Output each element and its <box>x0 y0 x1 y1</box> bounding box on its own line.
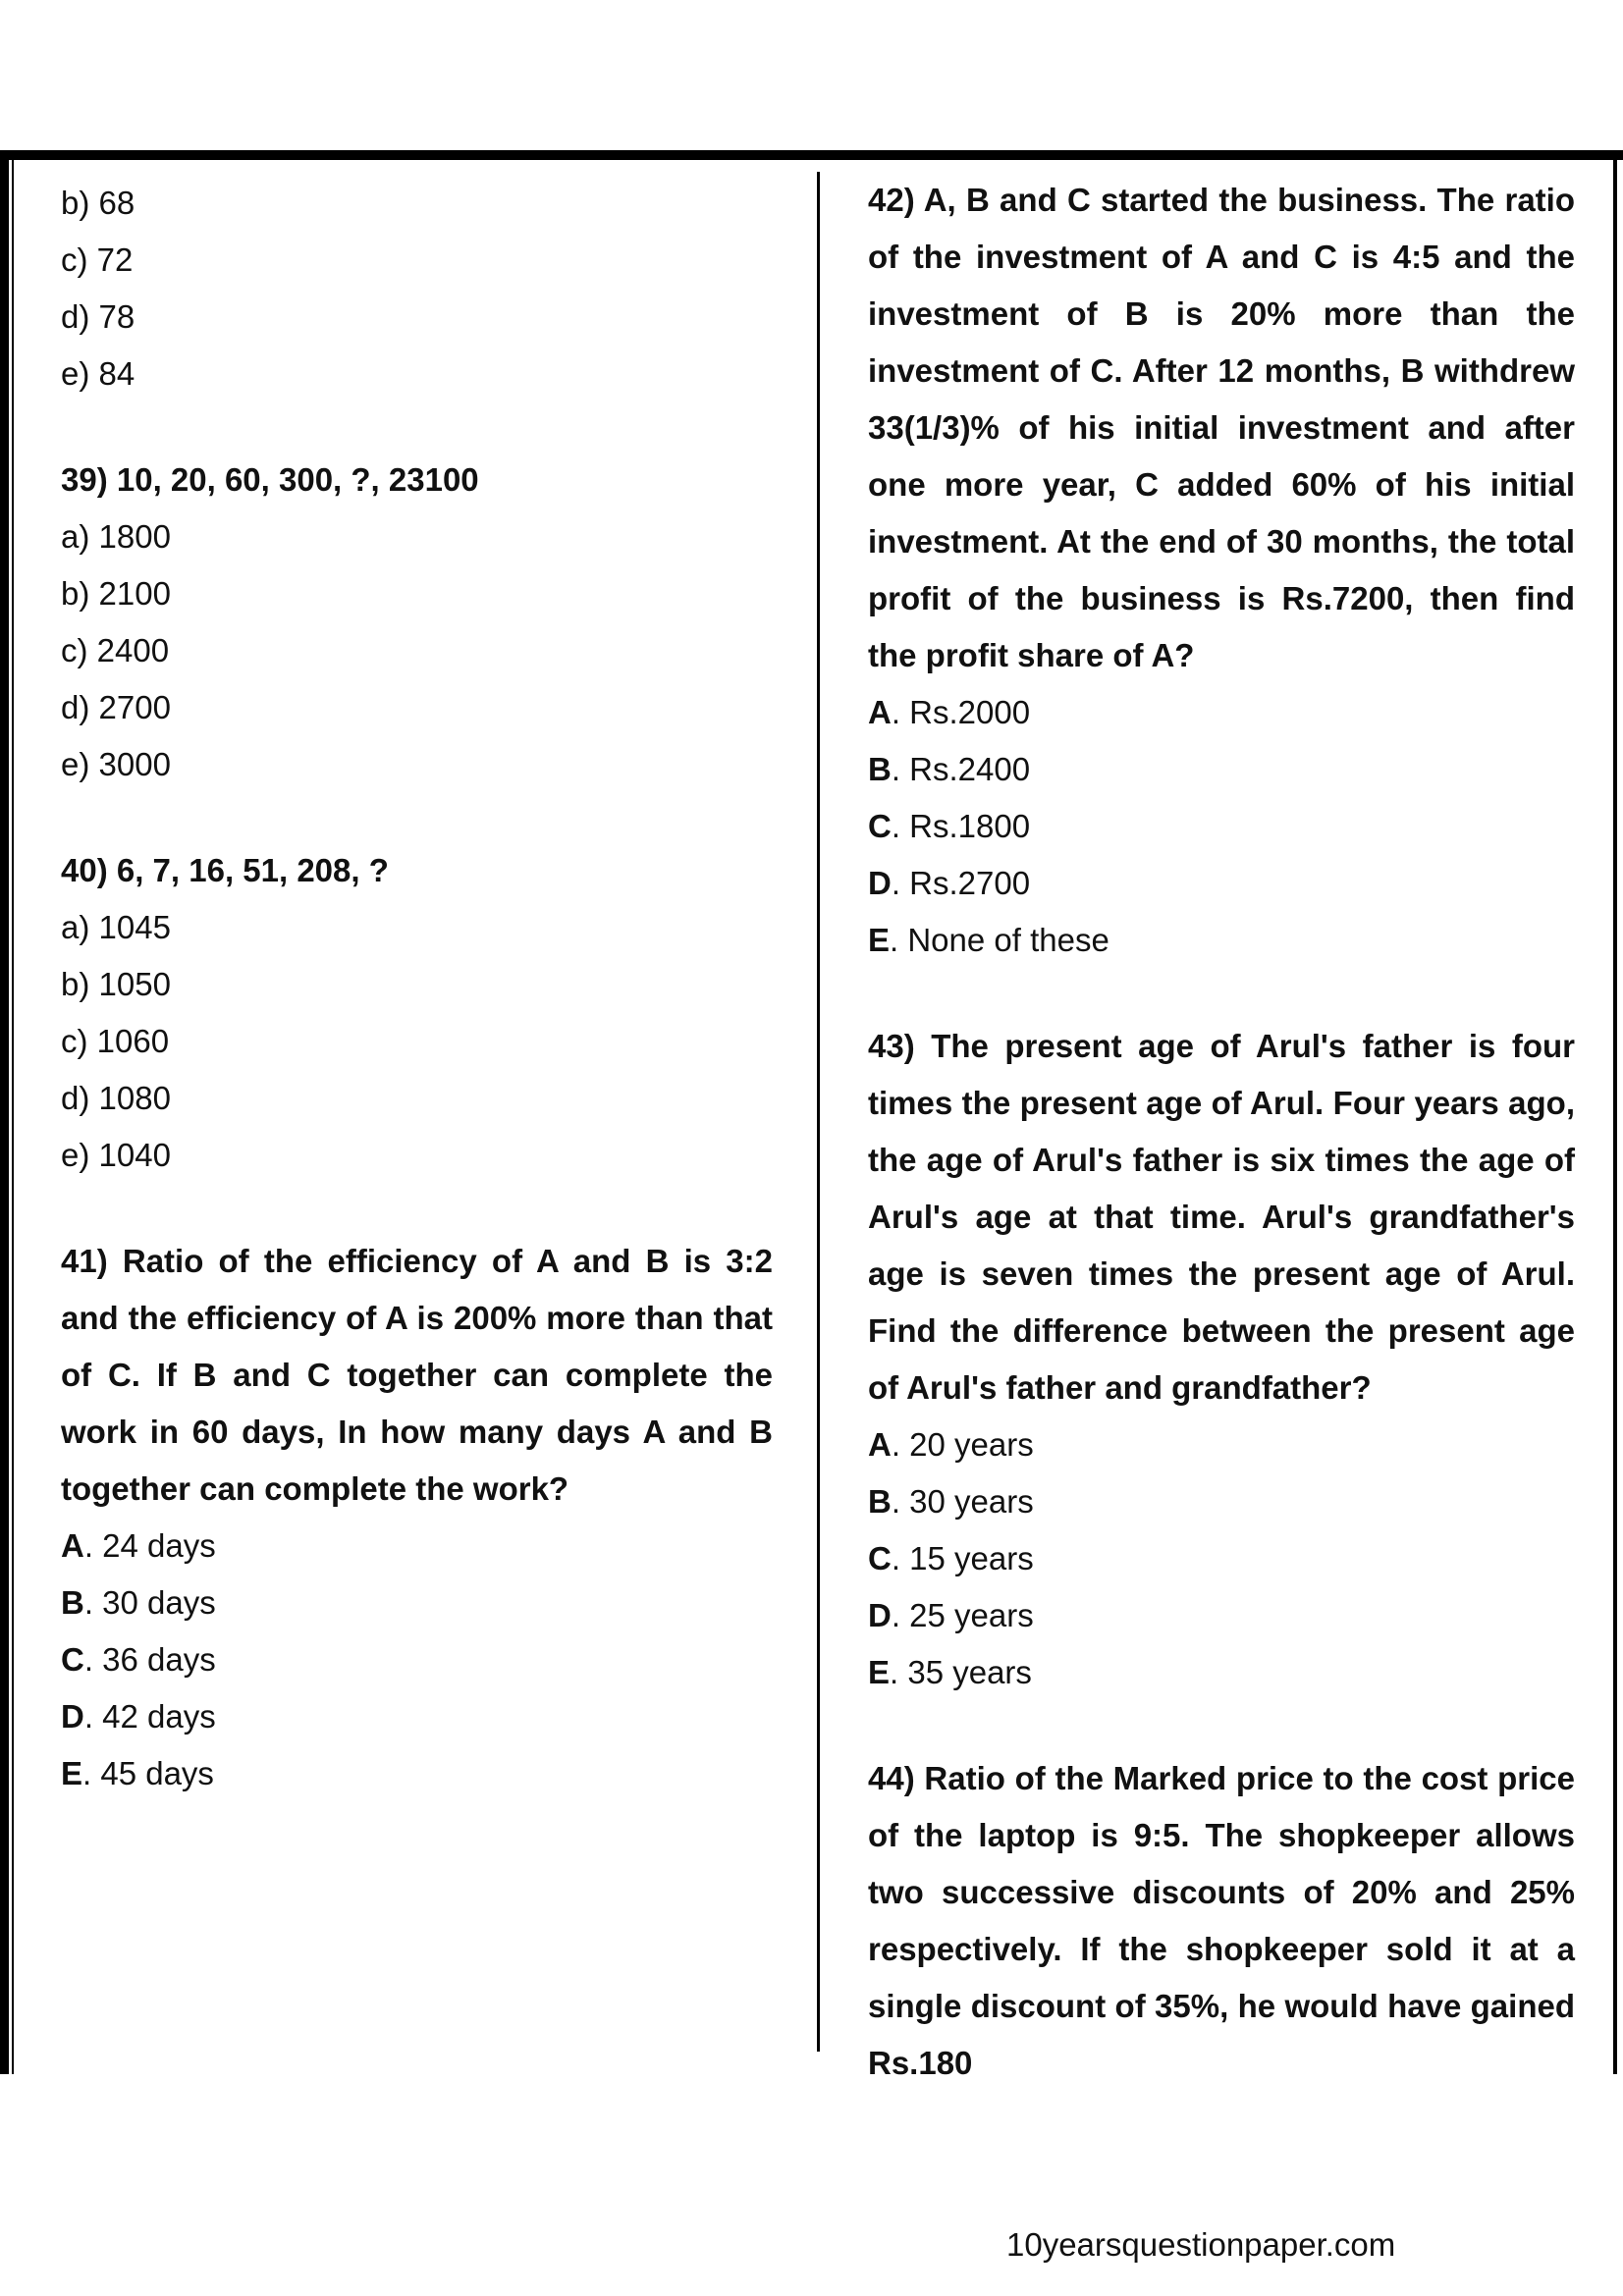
option: d) 78 <box>61 298 135 335</box>
question-text: 42) A, B and C started the business. The ratio of the investment of A and C is 4:5 and the investment of B is 20% more than the investment of C. After 12 months, B withdrew 33(1/3)% of his initial investment and after one more year, C added 60% of his initial investment. At the end of 30 months, the total profit of the business is Rs.7200, then find the profit share of A? <box>868 182 1575 673</box>
option: D. 25 years <box>868 1597 1034 1633</box>
left-column <box>61 175 773 1802</box>
option: b) 1050 <box>61 966 171 1002</box>
option: e) 3000 <box>61 746 171 782</box>
right-border-rule <box>1613 150 1617 2074</box>
option: B. 30 years <box>868 1483 1034 1520</box>
question-text: 40) 6, 7, 16, 51, 208, ? <box>61 852 389 888</box>
option: A. 20 years <box>868 1426 1034 1463</box>
option: B. 30 days <box>61 1584 216 1621</box>
question-text: 44) Ratio of the Marked price to the cost price of the laptop is 9:5. The shopkeeper allows two successive discounts of 20% and 25% respectively. If the shopkeeper sold it at a single discount of 35%, he would have gained Rs.180 <box>868 1760 1575 2081</box>
option: b) 68 <box>61 185 135 221</box>
option: E. 45 days <box>61 1755 214 1791</box>
option: C. Rs.1800 <box>868 808 1031 844</box>
option: e) 1040 <box>61 1137 171 1173</box>
option: C. 15 years <box>868 1540 1034 1576</box>
top-border-rule <box>0 150 1623 160</box>
question-text: 43) The present age of Arul's father is four times the present age of Arul. Four years ago, the age of Arul's father is six times the age of Arul's age at that time. Arul's grandfather's age is seven times the present age of Arul. Find the difference between the present age of Arul's father and grandfather? <box>868 1028 1575 1406</box>
option: a) 1800 <box>61 518 171 555</box>
option: d) 2700 <box>61 689 171 725</box>
question-43 <box>868 1018 1575 1701</box>
q38-options <box>61 175 773 402</box>
option: c) 2400 <box>61 632 170 668</box>
option: A. 24 days <box>61 1527 216 1564</box>
option: A. Rs.2000 <box>868 694 1031 730</box>
option: E. 35 years <box>868 1654 1032 1690</box>
option: c) 1060 <box>61 1023 170 1059</box>
question-44 <box>868 1750 1575 2092</box>
question-41 <box>61 1233 773 1802</box>
option: D. Rs.2700 <box>868 865 1031 901</box>
question-text: 39) 10, 20, 60, 300, ?, 23100 <box>61 461 479 498</box>
option: D. 42 days <box>61 1698 216 1735</box>
footer-site-url: 10yearsquestionpaper.com <box>1006 2226 1396 2263</box>
question-42 <box>868 172 1575 969</box>
option: B. Rs.2400 <box>868 751 1031 787</box>
column-divider <box>817 172 820 2052</box>
option: c) 72 <box>61 241 134 278</box>
option: C. 36 days <box>61 1641 216 1678</box>
option: E. None of these <box>868 922 1109 958</box>
question-40 <box>61 842 773 1184</box>
right-column <box>868 172 1575 2092</box>
option: a) 1045 <box>61 909 171 945</box>
question-text: 41) Ratio of the efficiency of A and B is 3:2 and the efficiency of A is 200% more than that of C. If B and C together can complete the work in 60 days, In how many days A and B together can complete the work? <box>61 1243 773 1507</box>
left-border-rule-inner <box>12 150 14 2074</box>
question-39 <box>61 452 773 793</box>
option: e) 84 <box>61 355 135 392</box>
option: b) 2100 <box>61 575 171 612</box>
left-border-rule <box>0 150 9 2074</box>
option: d) 1080 <box>61 1080 171 1116</box>
